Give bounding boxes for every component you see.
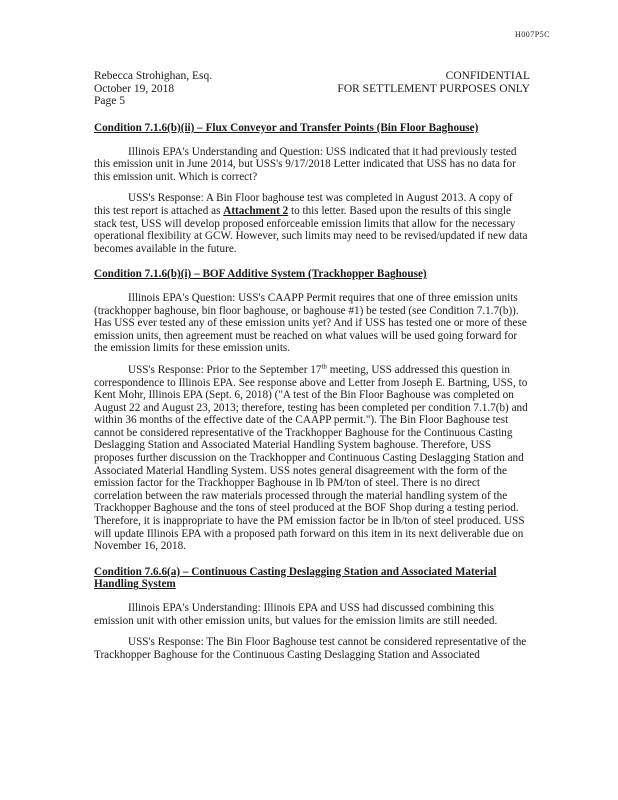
confidential-label: CONFIDENTIAL [445,70,530,82]
page-number: Page 5 [94,95,125,107]
letter-body [94,122,530,661]
epa-question: Illinois EPA's Understanding: Illinois EPA and USS had discussed combining this emission unit with other emission units, but values for the emission limits are still needed. [94,602,498,627]
section-heading: Condition 7.1.6(b)(ii) – Flux Conveyor and Transfer Points (Bin Floor Baghouse) [94,122,479,134]
bates-number: H007P5C [514,30,550,39]
section-heading: Condition 7.1.6(b)(i) – BOF Additive System (Trackhopper Baghouse) [94,268,427,281]
uss-response: USS's Response: The Bin Floor Baghouse test cannot be considered representative of the Trackhopper Baghouse for the Continuous Casting Deslagging Station and Associated [94,636,527,661]
recipient: Rebecca Strohighan, Esq. [94,70,213,82]
epa-question: Illinois EPA's Understanding and Question: USS indicated that it had previously tested this emission unit in June 2014, but USS's 9/17/2018 Letter indicated that USS has no data for this emission unit. Which is correct? [94,145,517,183]
letter-date: October 19, 2018 [94,82,175,95]
header-left [94,70,212,108]
uss-response: USS's Response: A Bin Floor baghouse test was completed in August 2013. A copy of this test report is attached as Attachment 2 to this letter. Based upon the results of this single stack test, USS will develop proposed enforceable emission limits that allow for the necessary operational flexibility at GCW. However, such limits may need to be revised/updated if new data becomes available in the future. [94,192,528,255]
settlement-label: FOR SETTLEMENT PURPOSES ONLY [337,82,530,95]
epa-question: Illinois EPA's Question: USS's CAAPP Permit requires that one of three emission units (trackhopper baghouse, bin floor baghouse, or baghouse #1) be tested (see Condition 7.1.7(b)). Has USS ever tested any of these emission units yet? And if USS has tested one or more of these emission units, then agreement must be reached on what values will be used going forward for the emission limits for these emission units. [94,291,527,355]
header-right [337,70,530,95]
attachment-link: Attachment 2 [223,204,289,217]
section-heading: Condition 7.6.6(a) – Continuous Casting Deslagging Station and Associated Material Handling System [94,565,497,591]
uss-response: USS's Response: Prior to the September 17th meeting, USS addressed this question in correspondence to Illinois EPA. See response above and Letter from Joseph E. Bartning, USS, to Kent Mohr, Illinois EPA (Sept. 6, 2018) ("A test of the Bin Floor Baghouse was completed on August 22 and August 23, 2013; therefore, testing has been completed per condition 7.1.7(b) and within 36 months of the effective date of the CAAPP permit."). The Bin Floor Baghouse test cannot be considered representative of the Trackhopper Baghouse for the Continuous Casting Deslagging Station and Associated Material Handling System baghouse. Therefore, USS proposes further discussion on the Trackhopper and Continuous Casting Deslagging Station and Associated Material Handling System. USS notes general disagreement with the form of the emission factor for the Trackhopper Baghouse in lb PM/ton of steel. There is no direct correlation between the raw materials processed through the material handling system of the Trackhopper Baghouse and the tons of steel produced at the BOF Shop during a testing period. Therefore, it is inappropriate to have the PM emission factor be in lb/ton of steel produced. USS will update Illinois EPA with a proposed path forward on this item in its next deliverable due on November 16, 2018. [94,362,528,553]
